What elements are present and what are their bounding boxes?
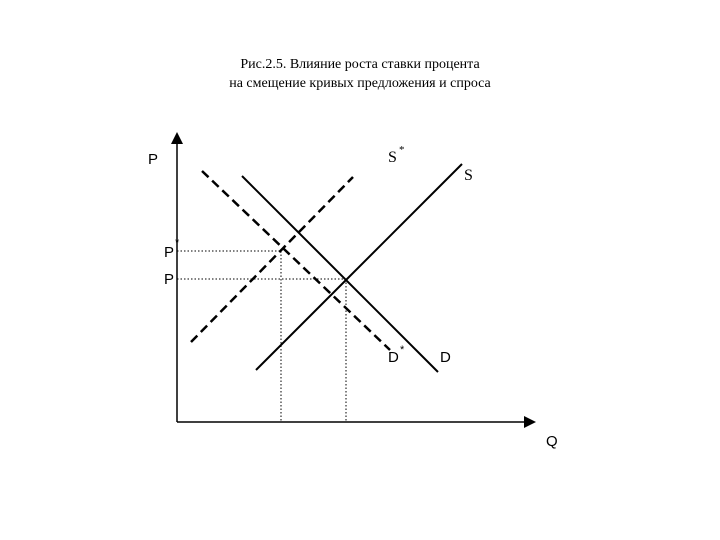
demand-star-label: D <box>388 349 399 366</box>
supply-label: S <box>464 167 473 184</box>
supply-star-mark: * <box>399 144 405 156</box>
p-star-mark: * <box>175 237 180 249</box>
caption-line-1: Рис.2.5. Влияние роста ставки процента <box>240 57 480 72</box>
supply-curve <box>256 164 462 370</box>
p-label: P <box>164 271 175 288</box>
x-axis-label: Q <box>546 433 558 450</box>
caption-line-2: на смещение кривых предложения и спроса <box>229 76 491 91</box>
demand-star-mark: * <box>400 344 405 356</box>
demand-star-curve <box>202 171 390 350</box>
p-star-label: P <box>164 244 175 261</box>
demand-label: D <box>440 349 451 366</box>
supply-star-curve <box>191 177 353 342</box>
supply-star-label: S <box>388 149 397 166</box>
y-axis-label: P <box>148 151 159 168</box>
demand-curve <box>242 176 438 372</box>
